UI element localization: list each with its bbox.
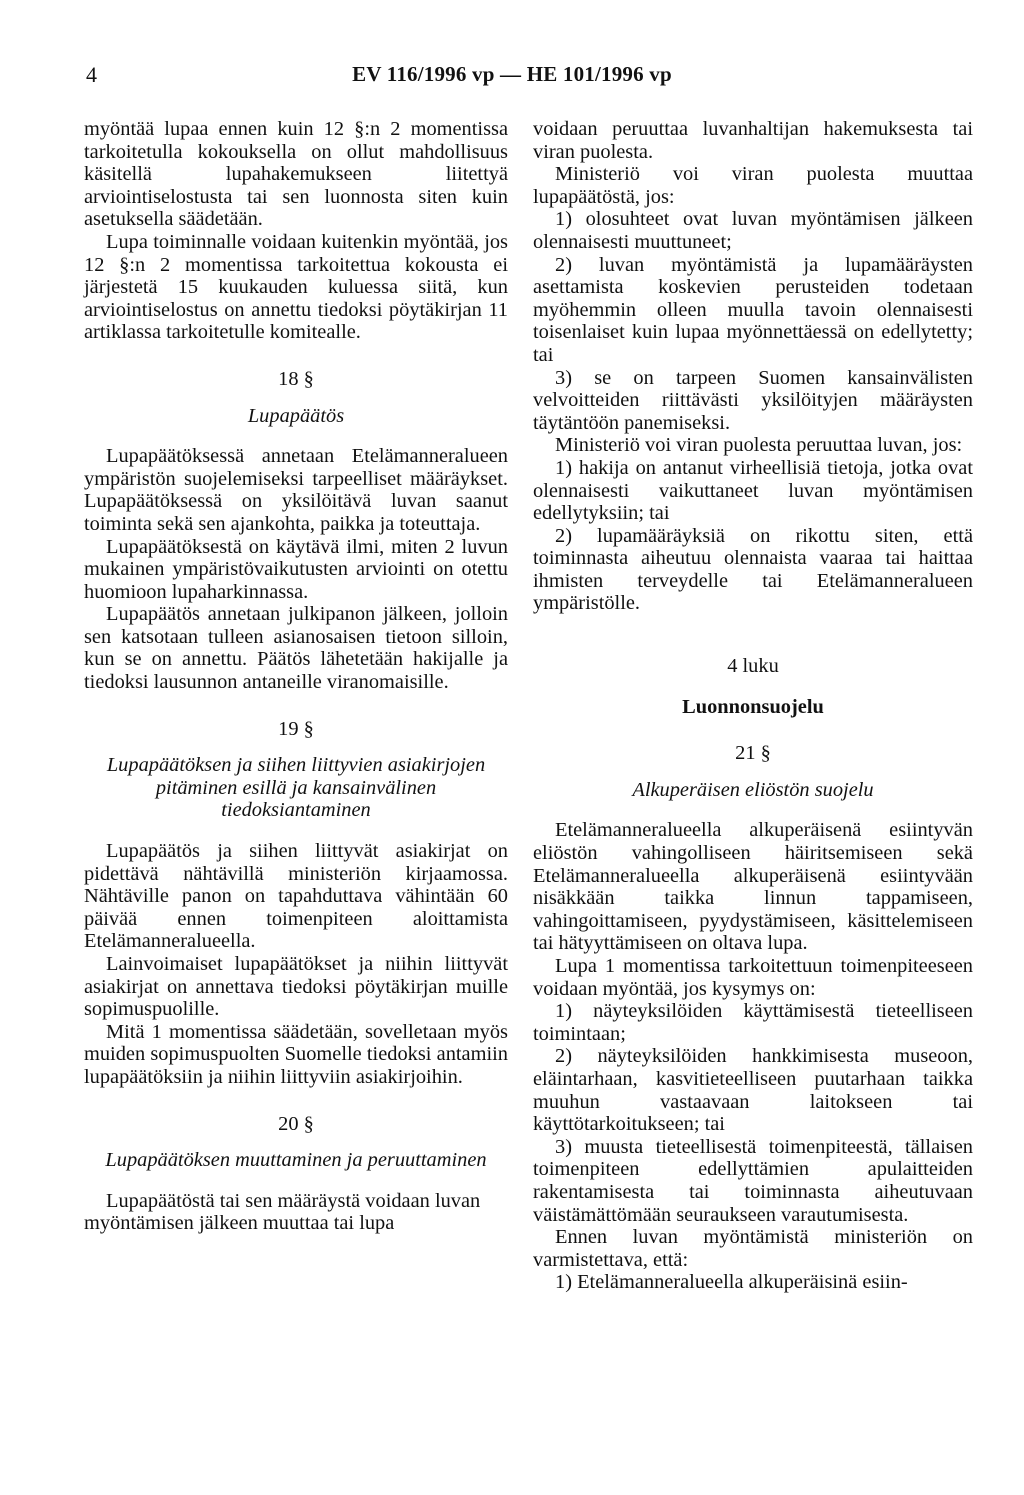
paragraph: Lainvoimaiset lupapäätökset ja niihin liittyvät asiakirjat on annettava tiedoksi pöytäkirjan muille sopimuspuolille. — [84, 953, 508, 1021]
paragraph: Lupapäätös annetaan julkipanon jälkeen, jolloin sen katsotaan tulleen asianosaisen tietoon silloin, kun se on annettu. Päätös lähetetään hakijalle ja tiedoksi lausunnon antaneille viranomaisille. — [84, 603, 508, 694]
list-item: 1) olosuhteet ovat luvan myöntämisen jälkeen olennaisesti muuttuneet; — [533, 208, 973, 253]
list-item: 2) näyteyksilöiden hankkimisesta museoon, eläintarhaan, kasvitieteelliseen puutarhaan taikka muuhun vastaavaan laitokseen tai käyttötarkoitukseen; tai — [533, 1045, 973, 1136]
paragraph: Ministeriö voi viran puolesta muuttaa lupapäätöstä, jos: — [533, 163, 973, 208]
list-item: 2) luvan myöntämistä ja lupamääräysten asettamista koskevien perusteiden todetaan myöhemmin olleen muulla tavoin olennaisesti toisenlaiset kuin lupaa myönnettäessä on edellytetty; tai — [533, 253, 973, 366]
section-title: Lupapäätöksen muuttaminen ja peruuttaminen — [105, 1149, 487, 1172]
paragraph: Lupa 1 momentissa tarkoitettuun toimenpiteeseen voidaan myöntää, jos kysymys on: — [533, 955, 973, 1000]
paragraph: voidaan peruuttaa luvanhaltijan hakemuksesta tai viran puolesta. — [533, 118, 973, 163]
section-number: 21 § — [735, 742, 771, 765]
right-column — [533, 118, 973, 1294]
paragraph: Lupapäätöksessä annetaan Etelämanneralueen ympäristön suojelemiseksi tarpeelliset määräykset. Lupapäätöksessä on yksilöitävä luvan saanut toiminta sekä sen ajankohta, paikka ja toteuttaja. — [84, 445, 508, 535]
list-item: 2) lupamääräyksiä on rikottu siten, että toiminnasta aiheutuu olennaista vaaraa tai haittaa ihmisten terveydelle tai Etelämanneralueen ympäristölle. — [533, 524, 973, 615]
list-item: 1) näyteyksilöiden käyttämisestä tieteelliseen toimintaan; — [533, 1000, 973, 1045]
paragraph: Lupapäätöksestä on käytävä ilmi, miten 2 luvun mukainen ympäristövaikutusten arviointi on otettu huomioon lupaharkinnassa. — [84, 535, 508, 603]
list-item: 1) Etelämanneralueella alkuperäisinä esiin- — [555, 1271, 908, 1294]
section-title: Lupapäätös — [247, 404, 345, 427]
chapter-number: 4 luku — [727, 655, 779, 678]
section-title: Lupapäätöksen ja siihen liittyvien asiakirjojen pitäminen esillä ja kansainvälinen tiedoksiantaminen — [106, 754, 486, 822]
section-number: 18 § — [278, 367, 314, 390]
section-number: 19 § — [278, 717, 314, 740]
paragraph: Ministeriö voi viran puolesta peruuttaa luvan, jos: — [555, 434, 963, 457]
paragraph: Etelämanneralueella alkuperäisenä esiintyvän eliöstön vahingolliseen häiritsemiseen sekä Etelämanneralueella alkuperäisenä esiintyvään nisäkkään taikka linnun tappamiseen, vahingoittamiseen, pyydystämiseen, käsittelemiseen tai hätyyttämiseen on oltava lupa. — [533, 819, 973, 955]
page-number: 4 — [86, 62, 97, 87]
list-item: 1) hakija on antanut virheellisiä tietoja, jotka ovat olennaisesti vaikuttaneet luvan myöntämisen edellytyksiin; tai — [533, 456, 973, 525]
paragraph: myöntää lupaa ennen kuin 12 §:n 2 momentissa tarkoitetulla kokouksella on ollut mahdollisuus käsitellä lupahakemukseen liitettyä arviointiselostusta tai sen luonnosta siten kuin asetuksella säädetään. — [84, 118, 508, 231]
left-column — [84, 118, 508, 1235]
paragraph: Lupa toiminnalle voidaan kuitenkin myöntää, jos 12 §:n 2 momentissa tarkoitettua kokousta ei järjestetä 15 kuukauden kuluessa siitä, kun arviointiselostus on annettu tiedoksi pöytäkirjan 11 artiklassa tarkoitetulle komitealle. — [84, 230, 508, 344]
paragraph: Lupapäätös ja siihen liittyvät asiakirjat on pidettävä nähtävillä ministeriön kirjaamossa. Nähtäville panon on tapahduttava vähintään 60 päivää ennen toimenpiteen aloittamista Etelämanneralueella. — [84, 840, 508, 953]
paragraph: Lupapäätöstä tai sen määräystä voidaan luvan myöntämisen jälkeen muuttaa tai lupa — [84, 1189, 481, 1235]
paragraph: Ennen luvan myöntämistä ministeriön on varmistettava, että: — [533, 1226, 973, 1271]
page-header — [0, 62, 1024, 92]
list-item: 3) se on tarpeen Suomen kansainvälisten velvoitteiden riittävästi yksilöityjen määräysten täytäntöön panemiseksi. — [533, 366, 973, 434]
section-number: 20 § — [278, 1112, 314, 1135]
chapter-title: Luonnonsuojelu — [682, 695, 824, 718]
paragraph: Mitä 1 momentissa säädetään, sovelletaan myös muiden sopimuspuolten Suomelle tiedoksi antamiin lupapäätöksiin ja niihin liittyviin asiakirjoihin. — [84, 1020, 508, 1088]
list-item: 3) muusta tieteellisestä toimenpiteestä, tällaisen toimenpiteen edellyttämien apulaitteiden rakentamisesta tai toiminnasta aiheutuvaan väistämättömään seuraukseen varautumisesta. — [533, 1135, 973, 1226]
section-title: Alkuperäisen eliöstön suojelu — [632, 778, 874, 801]
running-title: EV 116/1996 vp — HE 101/1996 vp — [352, 62, 672, 86]
